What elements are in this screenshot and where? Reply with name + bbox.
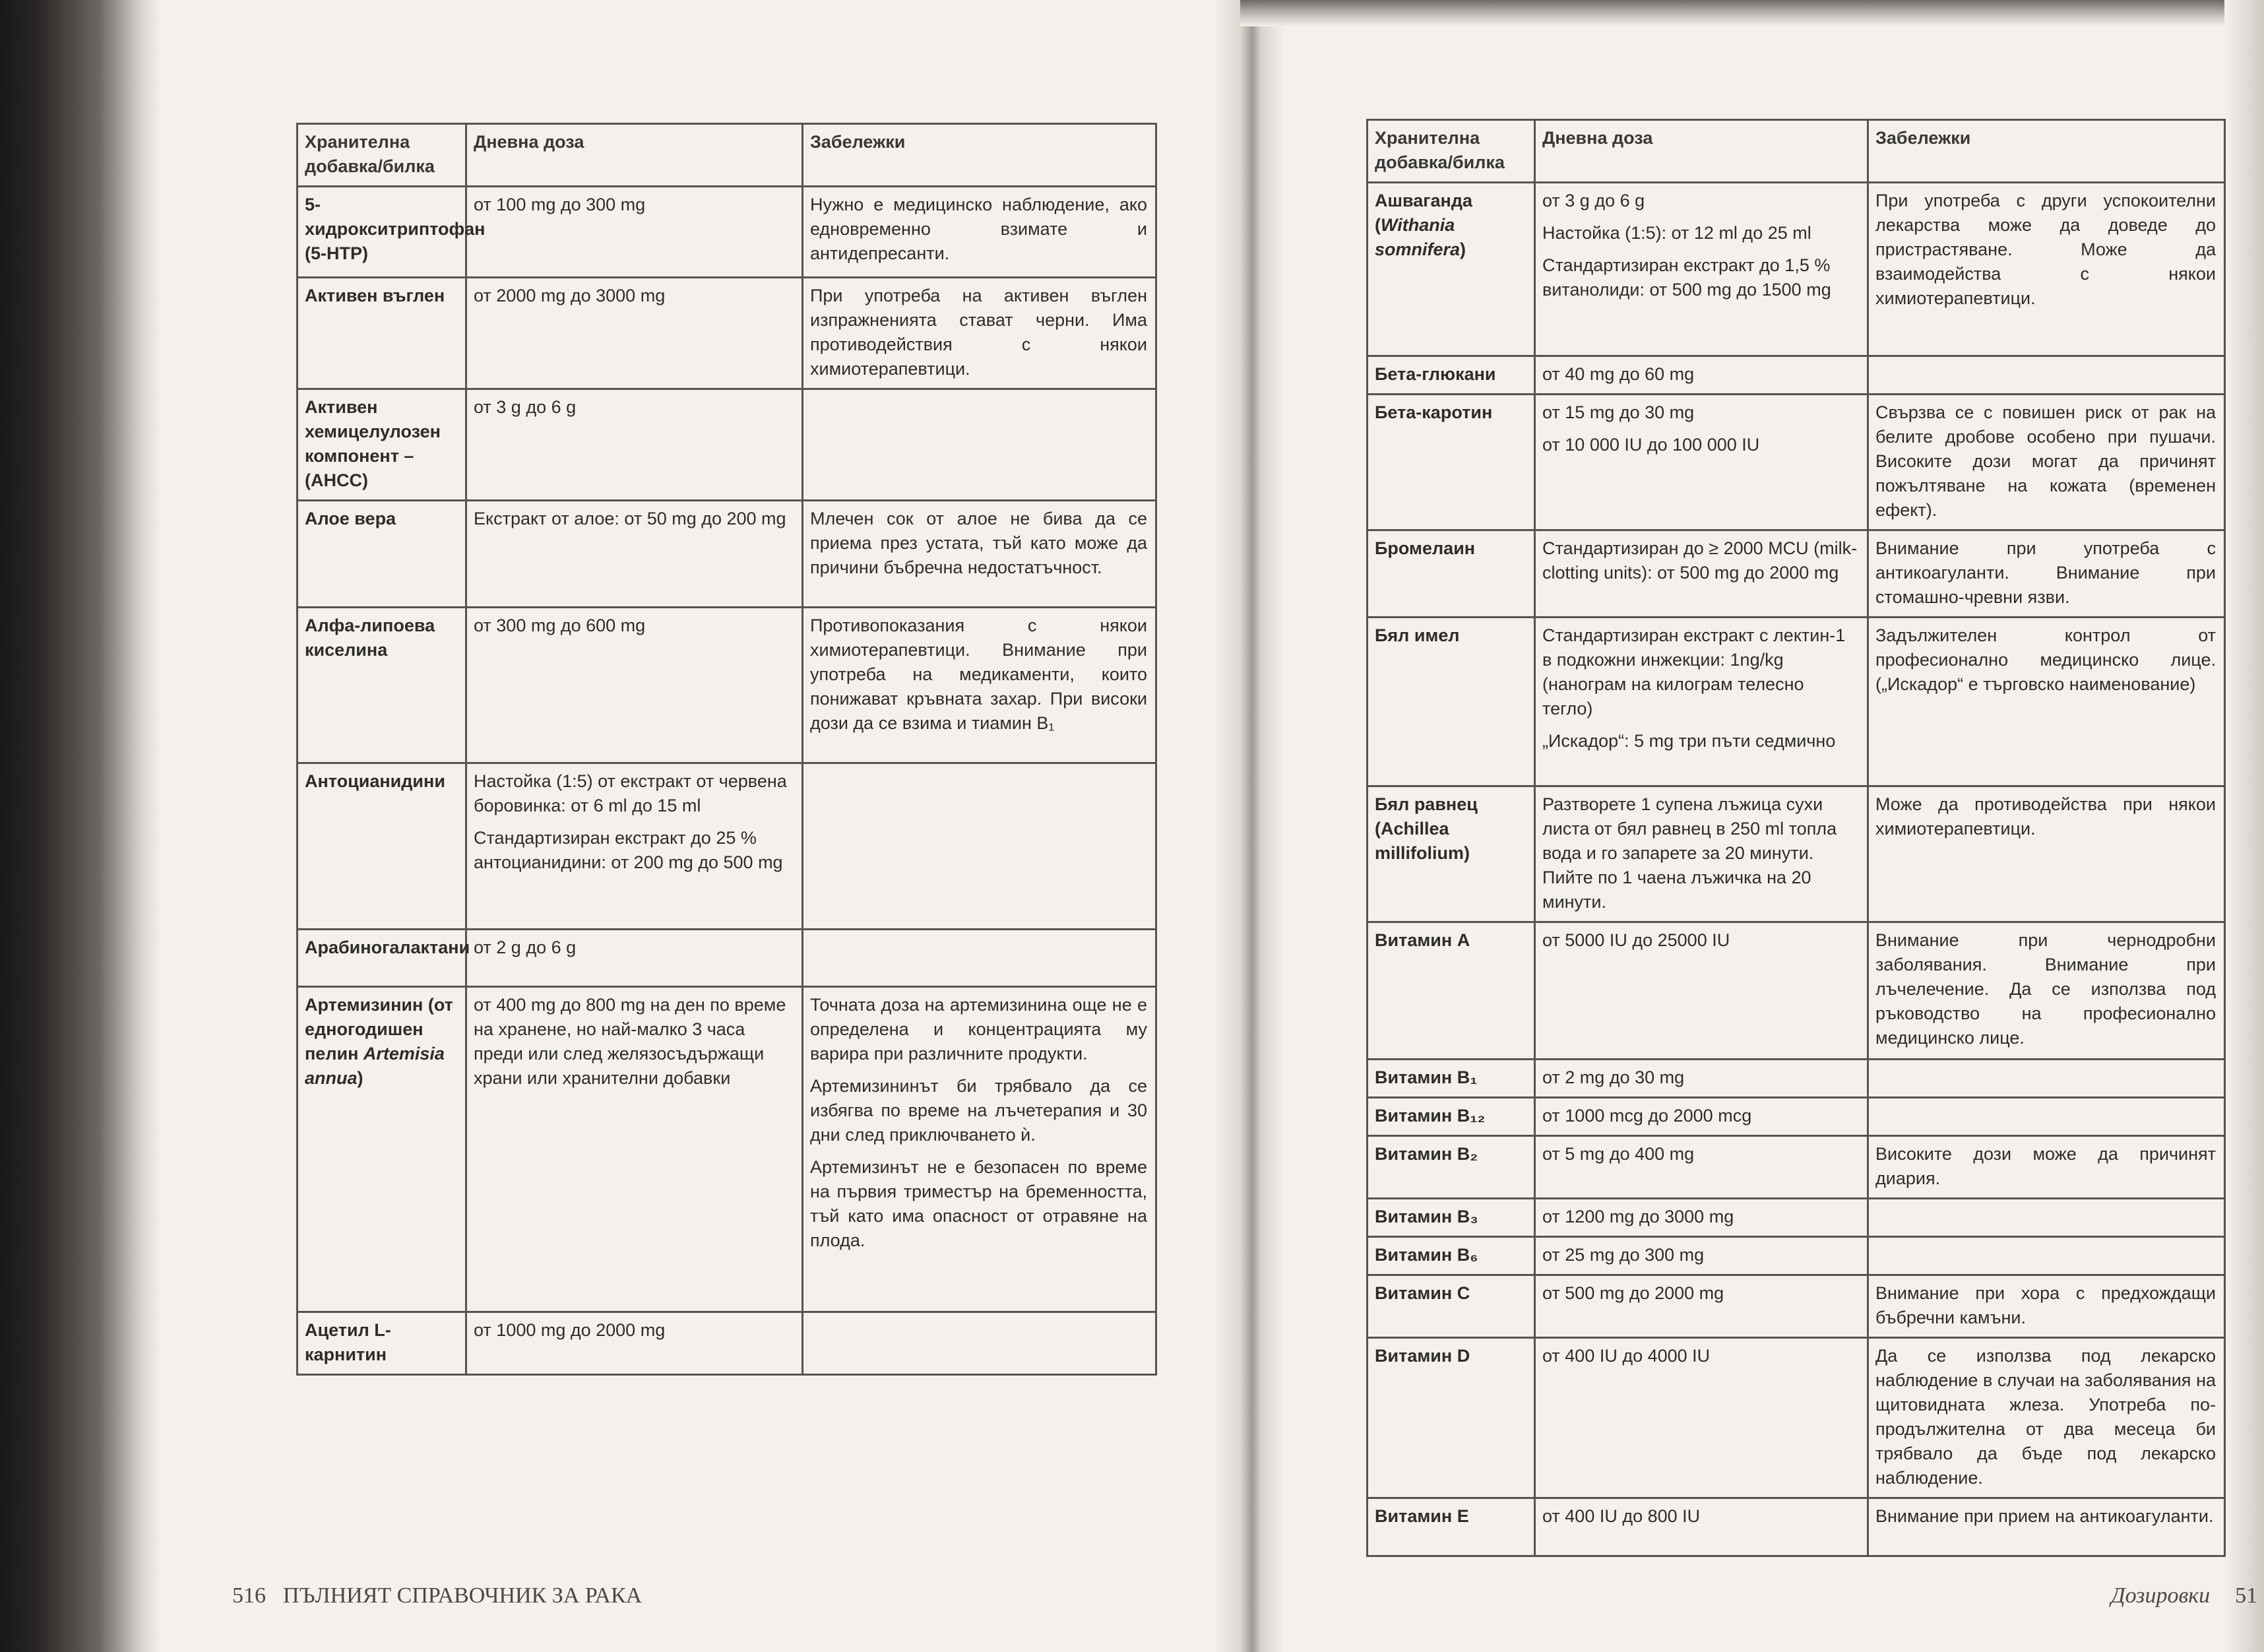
daily-dose-cell: [1535, 183, 1868, 356]
notes-cell: [1868, 1199, 2225, 1237]
supplement-name: [298, 187, 486, 278]
daily-dose-text: Стандартизиран екстракт с лектин-1 в подкожни инжекции: 1ng/kg (нанограм на килограм телесно тегло): [1542, 625, 1846, 718]
notes-text: Внимание при прием на антикоагуланти.: [1875, 1506, 2214, 1526]
name-text: Витамин B₆: [1375, 1245, 1478, 1265]
supplement-name: [298, 1312, 466, 1375]
supplement-name: [298, 763, 466, 930]
table-row: [298, 608, 1156, 763]
table-row: [1368, 356, 2225, 395]
name-text: Ацетил L-карнитин: [305, 1320, 391, 1364]
notes-cell: [803, 389, 1156, 501]
name-text: Витамин B₁: [1375, 1067, 1478, 1087]
table-row: [298, 763, 1156, 930]
daily-dose-cell: [1535, 1338, 1868, 1498]
supplement-name: [1368, 922, 1535, 1060]
name-text: Активен хемицелулозен компонент – (AHCC): [305, 397, 441, 490]
daily-dose-text: от 3 g до 6 g: [474, 397, 577, 417]
daily-dose-cell: [1535, 1275, 1868, 1338]
table-row: [1368, 530, 2225, 618]
notes-cell: [1868, 1498, 2225, 1556]
notes-cell: [803, 987, 1156, 1312]
name-text: Бял равнец (Achillea millifolium): [1375, 794, 1478, 863]
daily-dose-text: от 300 mg до 600 mg: [474, 616, 646, 635]
supplement-name: [1368, 1098, 1535, 1136]
daily-dose-text: от 1000 mg до 2000 mg: [474, 1320, 666, 1340]
table-row: [298, 187, 1156, 278]
page-footer-right: [2111, 1583, 2257, 1608]
daily-dose-cell: [1535, 530, 1868, 618]
supplement-name: [1368, 1060, 1535, 1098]
daily-dose-text: от 2 mg до 30 mg: [1542, 1067, 1685, 1087]
notes-text: При употреба с други успокоителни лекарства може да доведе до пристрастяване. Може да взаимодейства с някои химиотерапевтици.: [1875, 191, 2216, 308]
table-row: [1368, 1098, 2225, 1136]
supplement-name: [1368, 1498, 1535, 1556]
notes-cell: [803, 278, 1156, 389]
daily-dose-text: от 2 g до 6 g: [474, 937, 577, 957]
book-gutter: [1214, 0, 1286, 1652]
notes-cell: [1868, 356, 2225, 395]
notes-cell: [1868, 618, 2225, 786]
supplement-name: [1368, 786, 1535, 922]
notes-cell: [803, 930, 1156, 987]
notes-cell: [1868, 922, 2225, 1060]
daily-dose-cell: [466, 389, 803, 501]
table-row: [1368, 1237, 2225, 1275]
notes-text: Артемизининът би трябвало да се избягва по време на лъчетерапия и 30 дни след приключването ѝ.: [810, 1076, 1147, 1145]
daily-dose-text: от 25 mg до 300 mg: [1542, 1245, 1705, 1265]
supplement-name: [1368, 1338, 1535, 1498]
notes-text: Нужно е медицинско наблюдение, ако едновременно взимате и антидепресанти.: [810, 195, 1147, 263]
notes-text: Противопоказания с някои химиотерапевтици. Внимание при употреба на медикаменти, които понижават кръвната захар. При високи дози да се взима и тиамин B₁: [810, 616, 1147, 733]
dosage-table-right: [1366, 119, 2226, 1557]
notes-text: Внимание при употреба с антикоагуланти. Внимание при стомашно-чревни язви.: [1875, 538, 2216, 607]
table-row: [298, 501, 1156, 608]
name-text: Алфа-липоева киселина: [305, 616, 435, 660]
daily-dose-cell: [466, 1312, 803, 1375]
name-text: Бета-каротин: [1375, 402, 1493, 422]
supplement-name: [298, 987, 466, 1312]
name-text: Витамин B₃: [1375, 1207, 1478, 1226]
notes-cell: [1868, 530, 2225, 618]
table-row: [1368, 1338, 2225, 1498]
daily-dose-cell: [466, 930, 803, 987]
daily-dose-text: от 5000 IU до 25000 IU: [1542, 930, 1730, 950]
daily-dose-text: от 400 mg до 800 mg на ден по време на хранене, но най-малко 3 часа преди или след желязосъдържащи храни или хранителни добавки: [474, 995, 786, 1088]
name-text: ): [1460, 239, 1466, 259]
table-row: [1368, 618, 2225, 786]
daily-dose-text: от 1000 mcg до 2000 mcg: [1542, 1106, 1752, 1126]
daily-dose-text: Стандартизиран екстракт до 1,5 % витанолиди: от 500 mg до 1500 mg: [1542, 255, 1831, 300]
page-number: 516: [232, 1583, 266, 1608]
notes-cell: [1868, 786, 2225, 922]
name-text: Витамин C: [1375, 1283, 1470, 1303]
name-text: Алое вера: [305, 509, 396, 528]
name-text: Бял имел: [1375, 625, 1460, 645]
column-header-notes: Забележки: [803, 124, 1156, 187]
daily-dose-text: от 15 mg до 30 mg: [1542, 402, 1695, 422]
table-row: [1368, 786, 2225, 922]
table-row: [1368, 1199, 2225, 1237]
notes-text: Точната доза на артемизинина още не е определена и концентрацията му варира при различните продукти.: [810, 995, 1147, 1064]
notes-cell: [1868, 1237, 2225, 1275]
name-text: Витамин B₁₂: [1375, 1106, 1486, 1126]
table-header-row: [1368, 120, 2225, 183]
daily-dose-text: Стандартизиран екстракт до 25 % антоцианидини: от 200 mg до 500 mg: [474, 828, 783, 872]
notes-text: Артемизинът не е безопасен по време на първия триместър на бременността, тъй като има опасност от отравяне на плода.: [810, 1157, 1147, 1250]
name-text: Бромелаин: [1375, 538, 1476, 558]
column-header-supplement: Хранителна добавка/билка: [1368, 120, 1535, 183]
column-header-daily-dose: Дневна доза: [1535, 120, 1868, 183]
daily-dose-text: Разтворете 1 супена лъжица сухи листа от бял равнец в 250 ml топла вода и го запарете за 20 минути. Пийте по 1 чаена лъжичка на 20 минути.: [1542, 794, 1837, 912]
supplement-name: [1368, 183, 1535, 356]
daily-dose-text: от 5 mg до 400 mg: [1542, 1144, 1695, 1164]
notes-cell: [1868, 395, 2225, 530]
supplement-name: [1368, 618, 1535, 786]
page-edge: [2224, 0, 2264, 1652]
table-row: [298, 987, 1156, 1312]
table-header-row: [298, 124, 1156, 187]
name-text: Витамин E: [1375, 1506, 1469, 1526]
daily-dose-cell: [1535, 786, 1868, 922]
daily-dose-text: „Искадор“: 5 mg три пъти седмично: [1542, 731, 1836, 751]
name-text: Бета-глюкани: [1375, 364, 1496, 384]
supplement-name: [298, 930, 470, 987]
name-text: Антоцианидини: [305, 771, 445, 791]
page-footer-left: [232, 1583, 642, 1608]
notes-text: Внимание при чернодробни заболявания. Внимание при лъчелечение. Да се използва под ръководство на професионално медицинско лице.: [1875, 930, 2216, 1048]
notes-cell: [1868, 1275, 2225, 1338]
daily-dose-text: от 400 IU до 4000 IU: [1542, 1346, 1711, 1366]
daily-dose-cell: [1535, 618, 1868, 786]
daily-dose-cell: [1535, 1498, 1868, 1556]
page-number: 51: [2235, 1583, 2258, 1608]
supplement-name: [1368, 1275, 1535, 1338]
notes-cell: [1868, 183, 2225, 356]
supplement-name: [1368, 1199, 1535, 1237]
table-row: [1368, 183, 2225, 356]
latin-name: Artemisia annua: [305, 1044, 445, 1088]
daily-dose-cell: [466, 608, 803, 763]
section-title: Дозировки: [2111, 1583, 2211, 1608]
name-text: 5-хидрокситриптофан (5-HTP): [305, 195, 486, 263]
table-row: [298, 1312, 1156, 1375]
daily-dose-text: Стандартизиран до ≥ 2000 MCU (milk-clotting units): от 500 mg до 2000 mg: [1542, 538, 1858, 583]
supplement-name: [1368, 1136, 1535, 1199]
daily-dose-cell: [1535, 395, 1868, 530]
name-text: Ашваганда (: [1375, 191, 1472, 235]
column-header-daily-dose: Дневна доза: [466, 124, 803, 187]
latin-name: Withania somnifera: [1375, 215, 1461, 259]
daily-dose-text: Настойка (1:5) от екстракт от червена боровинка: от 6 ml до 15 ml: [474, 771, 787, 815]
daily-dose-cell: [466, 278, 803, 389]
table-row: [1368, 1060, 2225, 1098]
table-row: [298, 930, 1156, 987]
name-text: Витамин A: [1375, 930, 1470, 950]
name-text: Активен въглен: [305, 286, 445, 305]
daily-dose-cell: [1535, 1199, 1868, 1237]
supplement-name: [298, 501, 466, 608]
dosage-table-left: [296, 123, 1157, 1376]
scan-shadow: [1240, 0, 2264, 26]
notes-cell: [803, 763, 1156, 930]
notes-cell: [803, 187, 1156, 278]
notes-cell: [803, 608, 1156, 763]
table-row: [298, 389, 1156, 501]
table-row: [1368, 1498, 2225, 1556]
notes-text: При употреба на активен въглен изпражненията стават черни. Има противодействия с някои химиотерапевтици.: [810, 286, 1147, 379]
supplement-name: [1368, 395, 1535, 530]
table-row: [1368, 922, 2225, 1060]
notes-text: Задължителен контрол от професионално медицинско лице. („Искадор“ е търговско наименование): [1875, 625, 2216, 694]
daily-dose-text: Екстракт от алое: от 50 mg до 200 mg: [474, 509, 786, 528]
name-text: Витамин D: [1375, 1346, 1470, 1366]
supplement-name: [1368, 356, 1535, 395]
daily-dose-text: от 40 mg до 60 mg: [1542, 364, 1695, 384]
running-title: ПЪЛНИЯТ СПРАВОЧНИК ЗА РАКА: [283, 1583, 643, 1608]
table-row: [298, 278, 1156, 389]
book-edge-shadow: [0, 0, 165, 1652]
daily-dose-cell: [466, 987, 803, 1312]
column-header-supplement: Хранителна добавка/билка: [298, 124, 466, 187]
notes-cell: [1868, 1060, 2225, 1098]
table-row: [1368, 1275, 2225, 1338]
daily-dose-cell: [466, 501, 803, 608]
daily-dose-cell: [1535, 1098, 1868, 1136]
notes-text: Млечен сок от алое не бива да се приема през устата, тъй като може да причини бъбречна недостатъчност.: [810, 509, 1147, 577]
notes-text: Свързва се с повишен риск от рак на белите дробове особено при пушачи. Високите дози могат да причинят пожълтяване на кожата (временен ефект).: [1875, 402, 2216, 520]
notes-cell: [803, 501, 1156, 608]
name-text: ): [357, 1068, 363, 1088]
supplement-name: [298, 278, 466, 389]
daily-dose-cell: [1535, 1060, 1868, 1098]
notes-text: Да се използва под лекарско наблюдение в случаи на заболявания на щитовидната жлеза. Употреба по-продължителна от два месеца би трябвало да бъде под лекарско наблюдение.: [1875, 1346, 2216, 1488]
daily-dose-text: от 500 mg до 2000 mg: [1542, 1283, 1724, 1303]
table-row: [1368, 395, 2225, 530]
daily-dose-text: Настойка (1:5): от 12 ml до 25 ml: [1542, 223, 1811, 243]
table-row: [1368, 1136, 2225, 1199]
notes-text: Може да противодейства при някои химиотерапевтици.: [1875, 794, 2216, 839]
supplement-name: [1368, 530, 1535, 618]
supplement-name: [298, 608, 466, 763]
daily-dose-text: от 400 IU до 800 IU: [1542, 1506, 1701, 1526]
notes-text: Високите дози може да причинят диария.: [1875, 1144, 2216, 1188]
column-header-notes: Забележки: [1868, 120, 2225, 183]
daily-dose-cell: [466, 187, 803, 278]
daily-dose-cell: [1535, 1237, 1868, 1275]
daily-dose-text: от 3 g до 6 g: [1542, 191, 1645, 210]
daily-dose-cell: [1535, 356, 1868, 395]
supplement-name: [1368, 1237, 1535, 1275]
daily-dose-text: от 100 mg до 300 mg: [474, 195, 646, 214]
name-text: Арабиногалактани: [305, 937, 470, 957]
supplement-name: [298, 389, 466, 501]
daily-dose-text: от 10 000 IU до 100 000 IU: [1542, 435, 1760, 455]
notes-cell: [1868, 1098, 2225, 1136]
daily-dose-cell: [1535, 922, 1868, 1060]
notes-cell: [1868, 1338, 2225, 1498]
name-text: Артемизинин (от едногодишен пелин: [305, 995, 453, 1064]
name-text: Витамин B₂: [1375, 1144, 1478, 1164]
daily-dose-text: от 2000 mg до 3000 mg: [474, 286, 666, 305]
daily-dose-text: от 1200 mg до 3000 mg: [1542, 1207, 1734, 1226]
notes-cell: [803, 1312, 1156, 1375]
daily-dose-cell: [1535, 1136, 1868, 1199]
notes-text: Внимание при хора с предхождащи бъбречни камъни.: [1875, 1283, 2216, 1327]
notes-cell: [1868, 1136, 2225, 1199]
daily-dose-cell: [466, 763, 803, 930]
